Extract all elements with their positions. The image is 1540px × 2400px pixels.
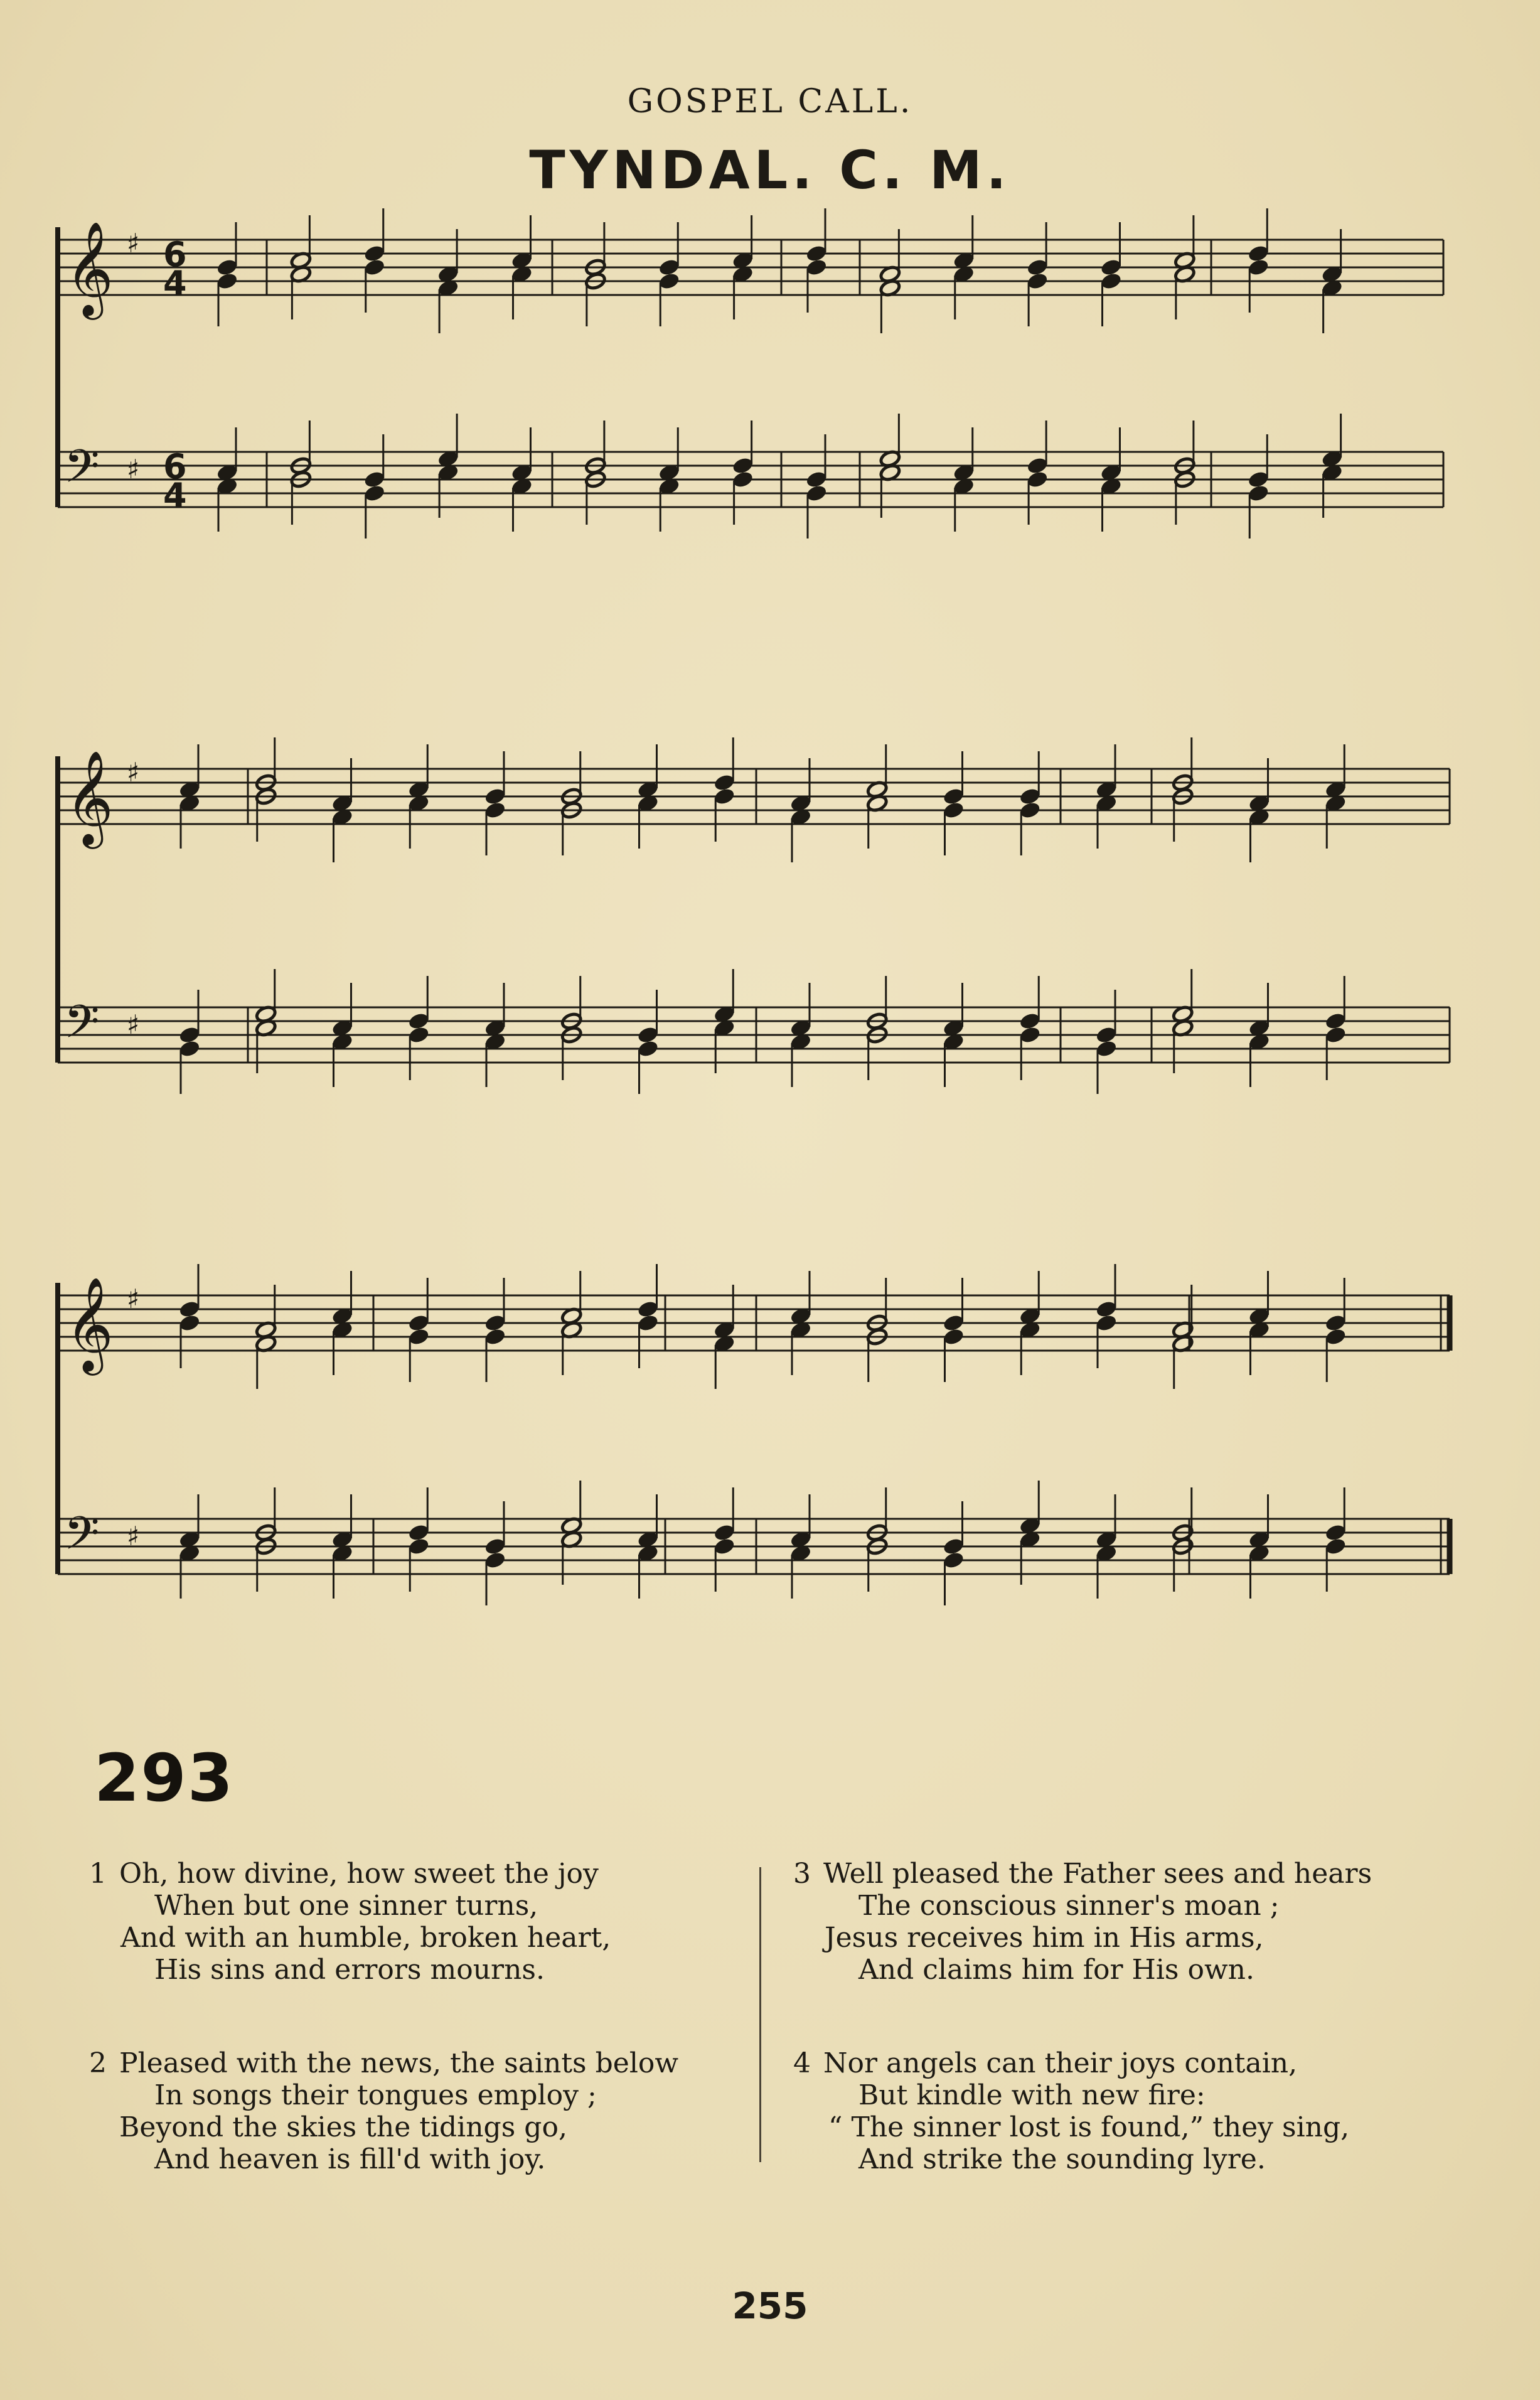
stanza-line: Pleased with the news, the saints below [119, 2047, 679, 2079]
note-head [408, 1314, 430, 1332]
note-head [1100, 258, 1122, 277]
note-head [1100, 272, 1122, 291]
note-head [714, 1537, 735, 1556]
sharp-icon: ♯ [127, 1283, 140, 1314]
stanza-line: And heaven is fill'd with joy. [154, 2143, 546, 2175]
note-head [408, 1327, 430, 1346]
treble-clef: 𝄞 [65, 220, 114, 316]
note-head [943, 801, 965, 820]
note-head [408, 1012, 430, 1031]
tune-title: TYNDAL. C. M. [529, 139, 1011, 201]
note-head [943, 787, 965, 806]
note-head [943, 1551, 965, 1570]
time-signature-top: 6 [163, 235, 187, 274]
treble-clef: 𝄞 [65, 1276, 114, 1371]
stanza-line: But kindle with new fire: [858, 2079, 1206, 2111]
note-head [1019, 801, 1041, 820]
stanza-line: Oh, how divine, how sweet the joy [119, 1858, 599, 1890]
stanza-3 [793, 1858, 1372, 1986]
running-head: GOSPEL CALL. [627, 83, 913, 121]
time-signature-bottom: 4 [163, 264, 187, 303]
stanza-line: Jesus receives him in His arms, [825, 1922, 1264, 1954]
note-head [805, 258, 827, 277]
stanza-line: Beyond the skies the tidings go, [119, 2111, 567, 2143]
note-head [484, 801, 506, 820]
note-head [1248, 258, 1270, 277]
treble-clef: 𝄞 [65, 749, 114, 845]
note-head [363, 244, 385, 263]
bass-clef: 𝄢 [64, 1506, 100, 1571]
note-head [805, 470, 827, 489]
note-head [1325, 1012, 1347, 1031]
sharp-icon: ♯ [127, 1009, 140, 1040]
note-head [658, 272, 680, 291]
stanza-number: 3 [793, 1858, 811, 1890]
note-head [637, 1026, 659, 1044]
sharp-icon: ♯ [127, 757, 140, 788]
note-head [1095, 1026, 1117, 1044]
note-head [1026, 470, 1048, 489]
sharp-icon: ♯ [127, 228, 140, 259]
note-head [1019, 787, 1041, 806]
note-head [178, 1314, 200, 1332]
note-head [1095, 1314, 1117, 1332]
note-head [178, 1026, 200, 1044]
note-head [1325, 1314, 1347, 1332]
stanza-line: In songs their tongues employ ; [154, 2079, 597, 2111]
note-head [1325, 1026, 1347, 1044]
note-head [1095, 1039, 1117, 1058]
stanza-line: The conscious sinner's moan ; [858, 1890, 1280, 1922]
column-divider [759, 1867, 761, 2162]
note-head [484, 1537, 506, 1556]
note-head [1325, 1523, 1347, 1542]
note-head [805, 484, 827, 503]
page-number: 255 [732, 2285, 808, 2327]
note-head [1019, 1026, 1041, 1044]
note-head [943, 1327, 965, 1346]
note-head [732, 470, 754, 489]
stanza-line: “ The sinner lost is found,” they sing, [828, 2111, 1350, 2143]
note-head [216, 272, 238, 291]
note-head [484, 787, 506, 806]
note-head [1248, 484, 1270, 503]
note-head [1026, 456, 1048, 475]
note-head [216, 258, 238, 277]
note-head [1248, 470, 1270, 489]
stanza-line: Well pleased the Father sees and hears [823, 1858, 1372, 1890]
note-head [408, 1026, 430, 1044]
stanza-1 [89, 1858, 611, 1986]
sharp-icon: ♯ [127, 1521, 140, 1551]
time-signature-bottom: 4 [163, 476, 187, 515]
note-head [943, 1314, 965, 1332]
note-head [732, 456, 754, 475]
note-head [1325, 1537, 1347, 1556]
note-head [178, 1300, 200, 1319]
note-head [637, 1314, 659, 1332]
note-head [408, 1537, 430, 1556]
note-head [484, 1551, 506, 1570]
note-head [637, 1039, 659, 1058]
stanza-4 [793, 2047, 1350, 2175]
note-head [658, 258, 680, 277]
note-head [484, 1314, 506, 1332]
stanza-number: 2 [89, 2047, 107, 2079]
note-head [363, 484, 385, 503]
note-head [363, 258, 385, 277]
stanza-number: 4 [793, 2047, 811, 2079]
bass-clef: 𝄢 [64, 439, 100, 504]
stanza-2 [89, 2047, 679, 2175]
note-head [805, 244, 827, 263]
note-head [408, 1523, 430, 1542]
note-head [714, 787, 735, 806]
stanza-line: And claims him for His own. [858, 1954, 1254, 1986]
note-head [484, 1327, 506, 1346]
note-head [943, 1537, 965, 1556]
stanza-line: Nor angels can their joys contain, [823, 2047, 1298, 2079]
stanza-line: And strike the sounding lyre. [858, 2143, 1266, 2175]
stanza-line: His sins and errors mourns. [154, 1954, 545, 1986]
note-head [1325, 1327, 1347, 1346]
stanza-number: 1 [89, 1858, 107, 1890]
note-head [1248, 244, 1270, 263]
stanza-line: When but one sinner turns, [154, 1890, 538, 1922]
note-head [363, 470, 385, 489]
note-head [1019, 1012, 1041, 1031]
note-head [714, 773, 735, 792]
sharp-icon: ♯ [127, 454, 140, 485]
note-head [178, 1039, 200, 1058]
note-head [1095, 1300, 1117, 1319]
bass-clef: 𝄢 [64, 995, 100, 1059]
note-head [1026, 272, 1048, 291]
time-signature-top: 6 [163, 447, 187, 486]
note-head [1026, 258, 1048, 277]
note-head [637, 1300, 659, 1319]
stanza-line: And with an humble, broken heart, [120, 1922, 611, 1954]
hymn-number: 293 [94, 1740, 235, 1816]
note-head [714, 1523, 735, 1542]
